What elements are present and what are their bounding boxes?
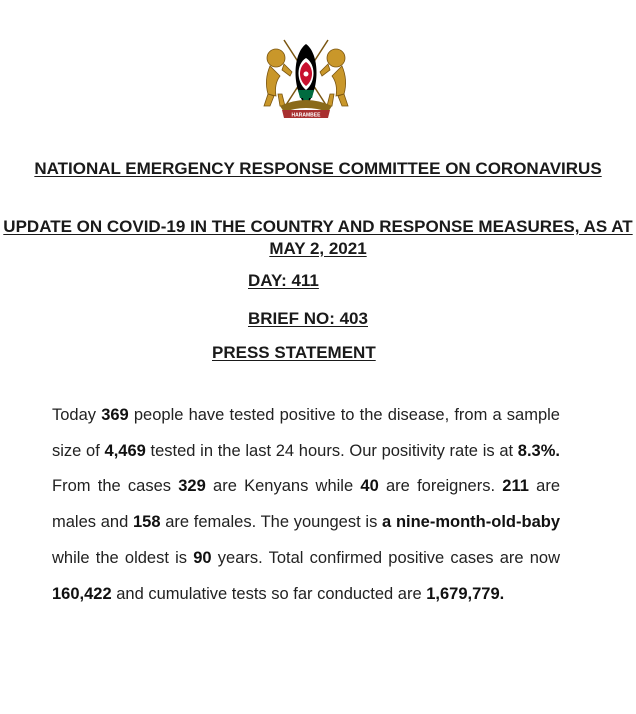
committee-title: NATIONAL EMERGENCY RESPONSE COMMITTEE ON CORONAVIRUS xyxy=(34,159,602,178)
day-label: DAY: 411 xyxy=(248,271,319,290)
press-statement-label: PRESS STATEMENT xyxy=(212,343,376,362)
kenya-coat-of-arms-logo xyxy=(258,36,354,122)
update-title: UPDATE ON COVID-19 IN THE COUNTRY AND RESPONSE MEASURES, AS AT MAY 2, 2021 xyxy=(3,217,633,258)
brief-number: BRIEF NO: 403 xyxy=(248,309,368,328)
svg-text:HARAMBEE: HARAMBEE xyxy=(291,112,321,119)
statement-body: Today 369 people have tested positive to the disease, from a sample size of 4,469 tested in the last 24 hours. Our positivity rate is at 8.3%. From the cases 329 are Kenyans while 40 are foreigners. 211 are males and 158 are females. The youngest is a nine-month-old-baby while the oldest is 90 years. Total confirmed positive cases are now 160,422 and cumulative tests so far conducted are 1,679,779. xyxy=(52,406,561,603)
